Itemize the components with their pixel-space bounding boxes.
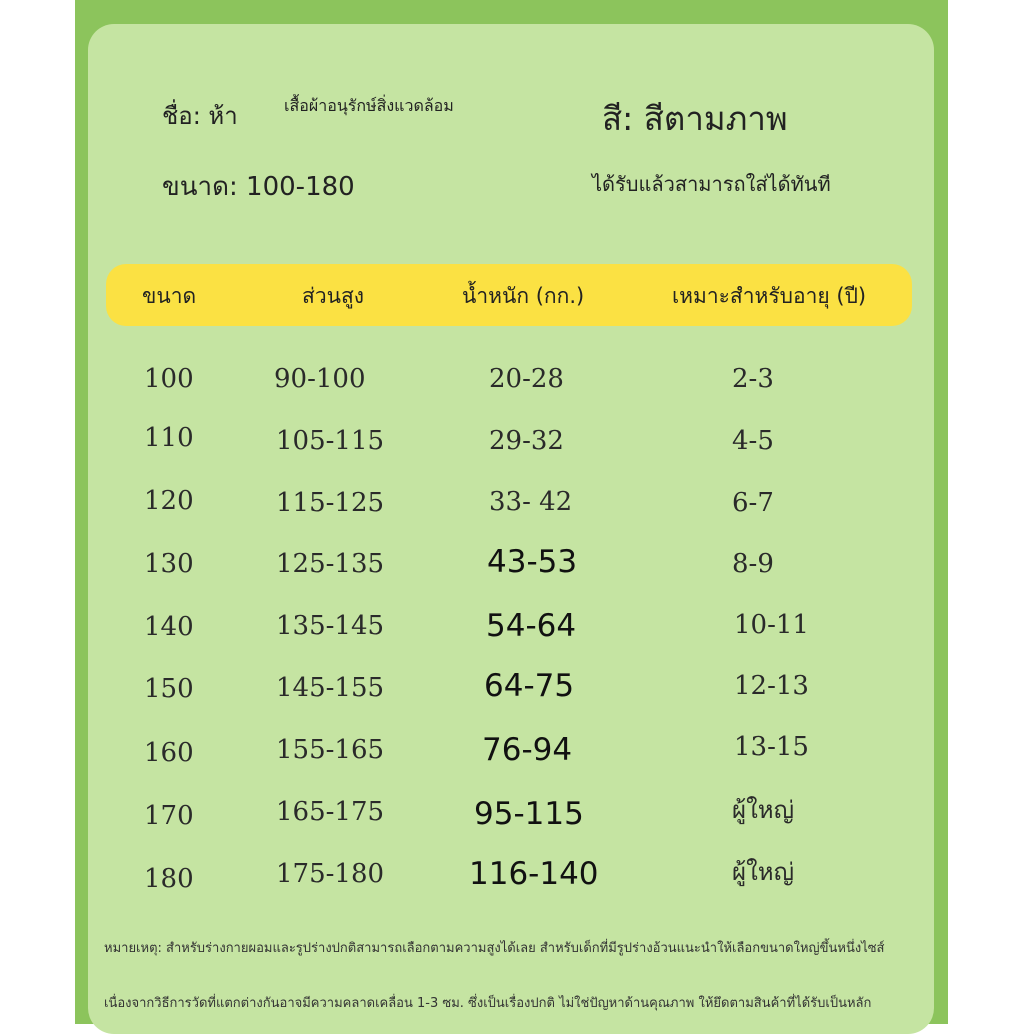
product-name-label: ชื่อ: ห้า [162, 102, 238, 130]
cell-weight: 20-28 [489, 364, 564, 394]
cell-weight: 64-75 [484, 668, 575, 704]
cell-size: 170 [144, 801, 194, 831]
header-weight: น้ำหนัก (กก.) [462, 284, 585, 308]
cell-age: 4-5 [732, 426, 774, 456]
cell-weight: 95-115 [474, 796, 584, 832]
cell-age: ผู้ใหญ่ [732, 796, 795, 824]
cell-height: 135-145 [276, 611, 385, 641]
size-range-label: ขนาด: 100-180 [162, 172, 355, 202]
cell-height: 155-165 [276, 735, 385, 765]
color-label: สี: สีตามภาพ [602, 99, 788, 138]
cell-size: 110 [144, 423, 194, 453]
cell-weight: 54-64 [486, 608, 577, 644]
cell-weight: 29-32 [489, 426, 564, 456]
cell-size: 150 [144, 674, 194, 704]
note-line-1: หมายเหตุ: สำหรับร่างกายผอมและรูปร่างปกติสามารถเลือกตามความสูงได้เลย สำหรับเด็กที่มีรูปร่างอ้วนแนะนำให้เลือกขนาดใหญ่ขึ้นหนึ่งไซส์ [104, 941, 885, 956]
cell-weight: 76-94 [482, 732, 573, 768]
cell-height: 105-115 [276, 426, 385, 456]
cell-height: 145-155 [276, 673, 385, 703]
cell-size: 140 [144, 612, 194, 642]
cell-size: 130 [144, 549, 194, 579]
cell-age: 13-15 [734, 732, 809, 762]
cell-height: 115-125 [276, 488, 385, 518]
cell-age: 2-3 [732, 364, 774, 394]
cell-weight: 116-140 [469, 856, 599, 892]
cell-age: 12-13 [734, 671, 809, 701]
ready-to-wear-text: ได้รับแล้วสามารถใส่ได้ทันที [592, 172, 831, 196]
cell-weight: 33- 42 [489, 487, 573, 517]
cell-age: ผู้ใหญ่ [732, 858, 795, 886]
header-height: ส่วนสูง [302, 284, 365, 308]
cell-size: 160 [144, 738, 194, 768]
cell-age: 6-7 [732, 488, 774, 518]
header-size: ขนาด [142, 284, 197, 308]
cell-size: 180 [144, 864, 194, 894]
cell-age: 10-11 [734, 610, 809, 640]
cell-size: 120 [144, 486, 194, 516]
header-age: เหมาะสำหรับอายุ (ปี) [672, 284, 867, 308]
cell-weight: 43-53 [487, 544, 578, 580]
cell-age: 8-9 [732, 549, 774, 579]
cell-height: 175-180 [276, 859, 385, 889]
cell-height: 165-175 [276, 797, 385, 827]
cell-height: 125-135 [276, 549, 385, 579]
cell-size: 100 [144, 364, 194, 394]
product-name-value: เสื้อผ้าอนุรักษ์สิ่งแวดล้อม [284, 96, 454, 115]
cell-height: 90-100 [274, 364, 366, 394]
note-line-2: เนื่องจากวิธีการวัดที่แตกต่างกันอาจมีความคลาดเคลื่อน 1-3 ซม. ซึ่งเป็นเรื่องปกติ ไม่ใช่ปัญหาด้านคุณภาพ ให้ยึดตามสินค้าที่ได้รับเป็นหลัก [104, 996, 872, 1011]
